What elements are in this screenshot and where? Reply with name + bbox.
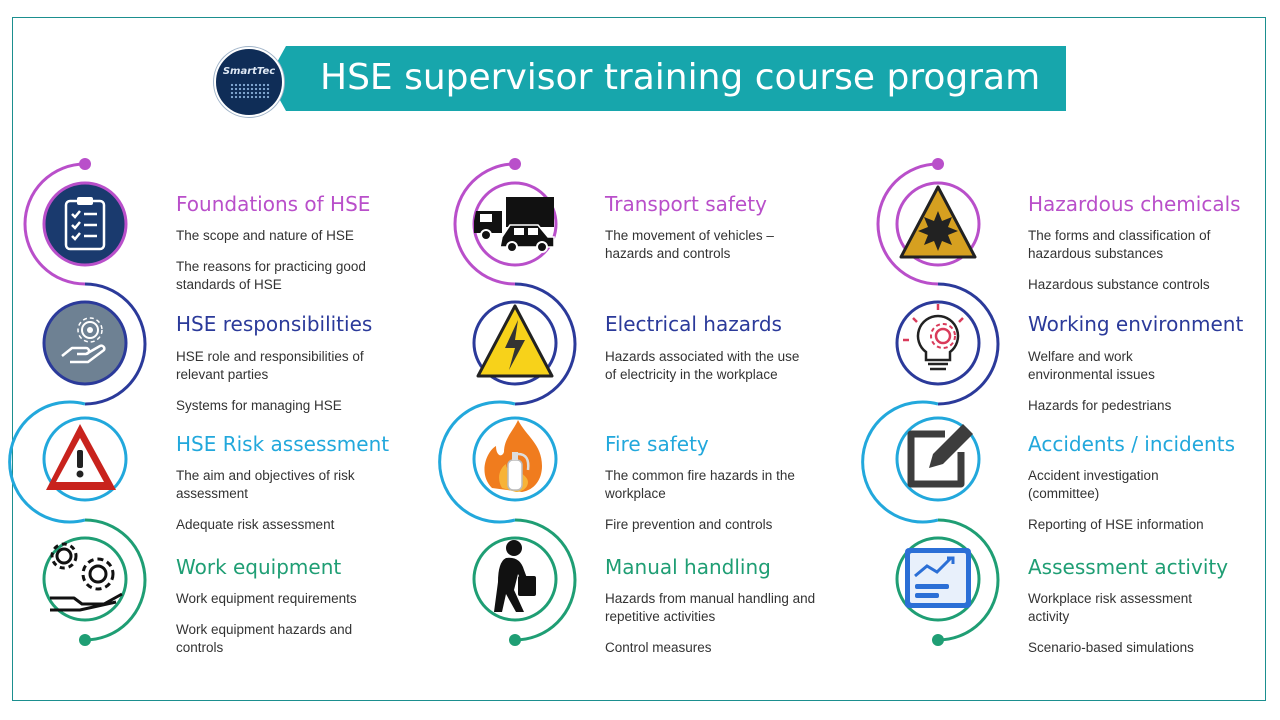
module-item: Welfare and work environmental issues [1028,349,1155,382]
module-item: The aim and objectives of risk assessment [176,468,355,501]
module-item: Work equipment hazards and controls [176,622,353,655]
module-item: Work equipment requirements [176,591,357,606]
clipboard-checklist-icon [42,181,128,267]
dot-col3-bottom [932,634,944,646]
high-voltage-icon [472,300,558,386]
module-title-fire-safety: Fire safety [605,432,709,456]
module-title-risk-assessment: HSE Risk assessment [176,432,390,456]
module-item: Accident investigation (committee) [1028,468,1159,501]
dot-col1-top [79,158,91,170]
module-title-electrical: Electrical hazards [605,312,782,336]
module-title-accidents: Accidents / incidents [1028,432,1235,456]
module-item: The reasons for practicing good standards of HSE [176,259,366,292]
module-title-work-equipment: Work equipment [176,555,342,579]
module-item: Scenario-based simulations [1028,640,1194,655]
module-item: Fire prevention and controls [605,517,773,532]
module-title-transport: Transport safety [605,192,767,216]
explosive-warning-icon [895,181,981,267]
module-item: The forms and classification of hazardous substances [1028,228,1211,261]
page-title: HSE supervisor training course program [320,57,1041,98]
lightbulb-gear-icon [895,300,981,386]
module-item: The movement of vehicles – hazards and controls [605,228,774,261]
dot-col1-bottom [79,634,91,646]
fire-extinguisher-icon [472,416,558,502]
dot-col2-bottom [509,634,521,646]
dot-col2-top [509,158,521,170]
module-item: Control measures [605,640,712,655]
module-item: Hazards from manual handling and repetitive activities [605,591,816,624]
chart-monitor-icon [895,536,981,622]
module-title-hazardous-chemicals: Hazardous chemicals [1028,192,1241,216]
module-item: Adequate risk assessment [176,517,335,532]
truck-car-icon [472,181,558,267]
module-item: Reporting of HSE information [1028,517,1204,532]
hand-gear-icon [42,300,128,386]
person-lifting-icon [472,536,558,622]
module-item: Hazards associated with the use of electricity in the workplace [605,349,800,382]
module-item: Systems for managing HSE [176,398,342,413]
module-item: The scope and nature of HSE [176,228,354,243]
module-title-responsibilities: HSE responsibilities [176,312,373,336]
module-item: Hazardous substance controls [1028,277,1210,292]
logo-text: SmartTec [222,66,276,77]
module-title-working-environment: Working environment [1028,312,1244,336]
module-title-assessment-activity: Assessment activity [1028,555,1229,579]
module-title-foundations: Foundations of HSE [176,192,371,216]
dot-col3-top [932,158,944,170]
module-item: Workplace risk assessment activity [1028,591,1193,624]
warning-triangle-icon [42,416,128,502]
module-title-manual-handling: Manual handling [605,555,771,579]
gears-hand-icon [42,536,128,622]
module-item: Hazards for pedestrians [1028,398,1172,413]
module-item: The common fire hazards in the workplace [605,468,795,501]
edit-report-icon [895,416,981,502]
module-item: HSE role and responsibilities of relevant parties [176,349,364,382]
